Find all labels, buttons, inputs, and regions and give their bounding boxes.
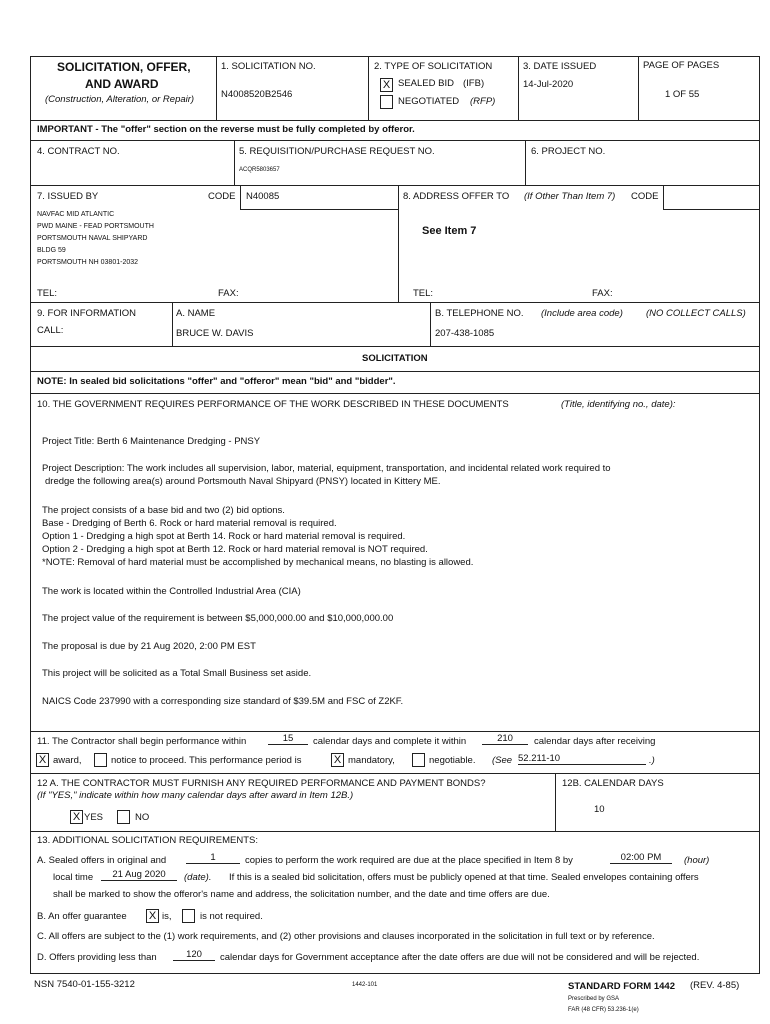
issued-by-line: PORTSMOUTH NH 03801-2032 bbox=[37, 259, 139, 266]
bonds-yes-label: YES bbox=[84, 812, 104, 823]
divider bbox=[234, 140, 235, 185]
hour-label: (hour) bbox=[684, 855, 710, 866]
proposal-due: The proposal is due by 21 Aug 2020, 2:00 PM EST bbox=[42, 641, 256, 652]
bid-options: *NOTE: Removal of hard material must be accomplished by mechanical means, no blasting is allowed. bbox=[42, 557, 474, 568]
project-description: Project Description: The work includes all supervision, labor, material, equipment, transportation, and incidental related work required to bbox=[42, 463, 611, 474]
acceptance-days[interactable]: 120 bbox=[173, 950, 215, 961]
divider bbox=[240, 209, 398, 210]
divider bbox=[30, 302, 760, 303]
far-reference: FAR (48 CFR) 53.236-1(e) bbox=[568, 1007, 639, 1013]
negotiable-checkbox[interactable] bbox=[412, 753, 425, 767]
divider bbox=[663, 185, 664, 209]
info-label: 9. FOR INFORMATION bbox=[37, 308, 137, 319]
item13b-text: B. An offer guarantee bbox=[37, 911, 127, 922]
see-close: .) bbox=[649, 755, 655, 766]
address-code-label: CODE bbox=[631, 191, 659, 202]
item13a-text: If this is a sealed bid solicitation, offers must be publicly opened at that time. Sealed envelopes containing offers bbox=[229, 872, 699, 883]
bonds-label: 12 A. THE CONTRACTOR MUST FURNISH ANY REQUIRED PERFORMANCE AND PAYMENT BONDS? bbox=[37, 778, 486, 789]
divider bbox=[518, 56, 519, 120]
no-collect-note: (NO COLLECT CALLS) bbox=[646, 308, 746, 319]
solicitation-type-label: 2. TYPE OF SOLICITATION bbox=[374, 61, 493, 72]
item13d-text: D. Offers providing less than bbox=[37, 952, 157, 963]
divider bbox=[663, 209, 760, 210]
item10-label: 10. THE GOVERNMENT REQUIRES PERFORMANCE OF THE WORK DESCRIBED IN THESE DOCUMENTS bbox=[37, 399, 509, 410]
rfp-label: (RFP) bbox=[470, 96, 496, 107]
item11-text: calendar days and complete it within bbox=[313, 736, 467, 747]
local-time-label: local time bbox=[53, 872, 94, 883]
cia-statement: The work is located within the Controlled Industrial Area (CIA) bbox=[42, 586, 301, 597]
divider bbox=[525, 140, 526, 185]
complete-days[interactable]: 210 bbox=[482, 734, 528, 745]
bonds-no-checkbox[interactable] bbox=[117, 810, 130, 824]
item10-note: (Title, identifying no., date): bbox=[561, 399, 676, 410]
guarantee-is-label: is, bbox=[162, 911, 172, 922]
divider bbox=[555, 773, 556, 831]
sealed-bid-label: SEALED BID bbox=[398, 78, 454, 89]
divider bbox=[30, 731, 760, 732]
project-title: Project Title: Berth 6 Maintenance Dredging - PNSY bbox=[42, 436, 261, 447]
form-title-line2: AND AWARD bbox=[85, 77, 159, 91]
clause-reference[interactable]: 52.211-10 bbox=[518, 754, 646, 765]
divider bbox=[30, 371, 760, 372]
address-offer-note: (If Other Than Item 7) bbox=[524, 191, 616, 202]
bid-options: Option 2 - Dredging a high spot at Berth 12. Rock or hard material removal is NOT required. bbox=[42, 544, 428, 555]
ntp-label: notice to proceed. This performance period is bbox=[111, 755, 302, 766]
date-label: (date). bbox=[184, 872, 212, 883]
item13a-text: shall be marked to show the offeror's name and address, the solicitation number, and the date and time offers are due. bbox=[53, 889, 550, 900]
item13d-text: calendar days for Government acceptance after the date offers are due will not be considered and will be rejected. bbox=[220, 952, 700, 963]
issued-by-label: 7. ISSUED BY bbox=[37, 191, 99, 202]
telephone-label: B. TELEPHONE NO. bbox=[435, 308, 524, 319]
item13-label: 13. ADDITIONAL SOLICITATION REQUIREMENTS: bbox=[37, 835, 259, 846]
issued-by-line: NAVFAC MID ATLANTIC bbox=[37, 211, 115, 218]
form-title-line1: SOLICITATION, OFFER, bbox=[57, 60, 191, 74]
see-label: (See bbox=[492, 755, 513, 766]
nsn-number: NSN 7540-01-155-3212 bbox=[34, 979, 135, 990]
address-fax-label: FAX: bbox=[592, 288, 613, 299]
project-description: dredge the following area(s) around Portsmouth Naval Shipyard (PNSY) located in Kittery ME. bbox=[45, 476, 441, 487]
contact-name[interactable]: BRUCE W. DAVIS bbox=[176, 328, 254, 339]
sealed-bid-checkbox[interactable]: X bbox=[380, 78, 393, 92]
form-subtitle: (Construction, Alteration, or Repair) bbox=[45, 94, 195, 105]
divider bbox=[30, 120, 760, 121]
ntp-checkbox[interactable] bbox=[94, 753, 107, 767]
important-note: IMPORTANT - The "offer" section on the reverse must be fully completed by offeror. bbox=[37, 124, 415, 135]
form-revision: (REV. 4-85) bbox=[690, 980, 740, 991]
form-code: 1442-101 bbox=[352, 982, 378, 988]
divider bbox=[30, 773, 760, 774]
solicitation-section-header: SOLICITATION bbox=[362, 353, 428, 364]
date-issued[interactable]: 14-Jul-2020 bbox=[523, 79, 574, 90]
divider bbox=[638, 56, 639, 120]
item13a-text: copies to perform the work required are due at the place specified in Item 8 by bbox=[245, 855, 573, 866]
bonds-no-label: NO bbox=[135, 812, 150, 823]
guarantee-is-not-checkbox[interactable] bbox=[182, 909, 195, 923]
issued-by-line: BLDG 59 bbox=[37, 247, 66, 254]
award-label: award, bbox=[53, 755, 82, 766]
issued-by-fax-label: FAX: bbox=[218, 288, 239, 299]
divider bbox=[30, 393, 760, 394]
divider bbox=[240, 185, 241, 209]
divider bbox=[30, 140, 760, 141]
negotiated-label: NEGOTIATED bbox=[398, 96, 460, 107]
issued-by-code[interactable]: N40085 bbox=[246, 191, 280, 202]
bonds-note: (If "YES," indicate within how many calendar days after award in Item 12B.) bbox=[37, 790, 354, 801]
begin-days[interactable]: 15 bbox=[268, 734, 308, 745]
issued-by-tel-label: TEL: bbox=[37, 288, 58, 299]
divider bbox=[30, 185, 760, 186]
prescribed-by: Prescribed by GSA bbox=[568, 996, 620, 1002]
copies-count[interactable]: 1 bbox=[186, 853, 240, 864]
negotiated-checkbox[interactable] bbox=[380, 95, 393, 109]
set-aside: This project will be solicited as a Total Small Business set aside. bbox=[42, 668, 312, 679]
due-date[interactable]: 21 Aug 2020 bbox=[101, 870, 177, 881]
address-offer-value: See Item 7 bbox=[422, 225, 477, 237]
mandatory-label: mandatory, bbox=[348, 755, 395, 766]
issued-by-line: PWD MAINE - FEAD PORTSMOUTH bbox=[37, 223, 154, 230]
ifb-label: (IFB) bbox=[463, 78, 485, 89]
address-offer-label: 8. ADDRESS OFFER TO bbox=[403, 191, 510, 202]
issued-by-code-label: CODE bbox=[208, 191, 236, 202]
issued-by-line: PORTSMOUTH NAVAL SHIPYARD bbox=[37, 235, 148, 242]
divider bbox=[398, 185, 399, 302]
standard-form-name: STANDARD FORM 1442 bbox=[568, 981, 675, 992]
area-code-note: (Include area code) bbox=[541, 308, 623, 319]
solicitation-no-label: 1. SOLICITATION NO. bbox=[221, 61, 316, 72]
guarantee-is-not-label: is not required. bbox=[200, 911, 263, 922]
requisition-no[interactable]: ACQR5803657 bbox=[239, 167, 280, 173]
telephone-no[interactable]: 207-438-1085 bbox=[435, 328, 495, 339]
divider bbox=[430, 302, 431, 346]
divider bbox=[216, 56, 217, 120]
naics-code: NAICS Code 237990 with a corresponding size standard of $39.5M and FSC of Z2KF. bbox=[42, 696, 404, 707]
contract-no-label: 4. CONTRACT NO. bbox=[37, 146, 120, 157]
bid-options: Base - Dredging of Berth 6. Rock or hard material removal is required. bbox=[42, 518, 337, 529]
page-of-pages-label: PAGE OF PAGES bbox=[643, 60, 720, 71]
date-issued-label: 3. DATE ISSUED bbox=[523, 61, 597, 72]
divider bbox=[368, 56, 369, 120]
name-label: A. NAME bbox=[176, 308, 216, 319]
divider bbox=[30, 346, 760, 347]
sealed-bid-note: NOTE: In sealed bid solicitations "offer" and "offeror" mean "bid" and "bidder". bbox=[37, 376, 396, 387]
mandatory-checkbox[interactable]: X bbox=[331, 753, 344, 767]
divider bbox=[30, 831, 760, 832]
item13c-text: C. All offers are subject to the (1) work requirements, and (2) other provisions and clauses incorporated in the solicitation in full text or by reference. bbox=[37, 931, 655, 942]
due-hour[interactable]: 02:00 PM bbox=[610, 853, 672, 864]
item13a-text: A. Sealed offers in original and bbox=[37, 855, 167, 866]
bid-options: Option 1 - Dredging a high spot at Berth 14. Rock or hard material removal is required. bbox=[42, 531, 406, 542]
requisition-label: 5. REQUISITION/PURCHASE REQUEST NO. bbox=[239, 146, 435, 157]
award-checkbox[interactable]: X bbox=[36, 753, 49, 767]
divider bbox=[172, 302, 173, 346]
negotiable-label: negotiable. bbox=[429, 755, 476, 766]
bonds-yes-checkbox[interactable]: X bbox=[70, 810, 83, 824]
info-call-label: CALL: bbox=[37, 325, 64, 336]
project-no-label: 6. PROJECT NO. bbox=[531, 146, 606, 157]
calendar-days-label: 12B. CALENDAR DAYS bbox=[562, 778, 664, 789]
page-of-pages: 1 OF 55 bbox=[665, 89, 700, 100]
calendar-days[interactable]: 10 bbox=[594, 804, 605, 815]
guarantee-is-checkbox[interactable]: X bbox=[146, 909, 159, 923]
bid-options: The project consists of a base bid and two (2) bid options. bbox=[42, 505, 285, 516]
project-value: The project value of the requirement is between $5,000,000.00 and $10,000,000.00 bbox=[42, 613, 394, 624]
item11-text: calendar days after receiving bbox=[534, 736, 656, 747]
address-tel-label: TEL: bbox=[413, 288, 434, 299]
item11-text: 11. The Contractor shall begin performance within bbox=[37, 736, 247, 747]
solicitation-no[interactable]: N4008520B2546 bbox=[221, 89, 293, 100]
